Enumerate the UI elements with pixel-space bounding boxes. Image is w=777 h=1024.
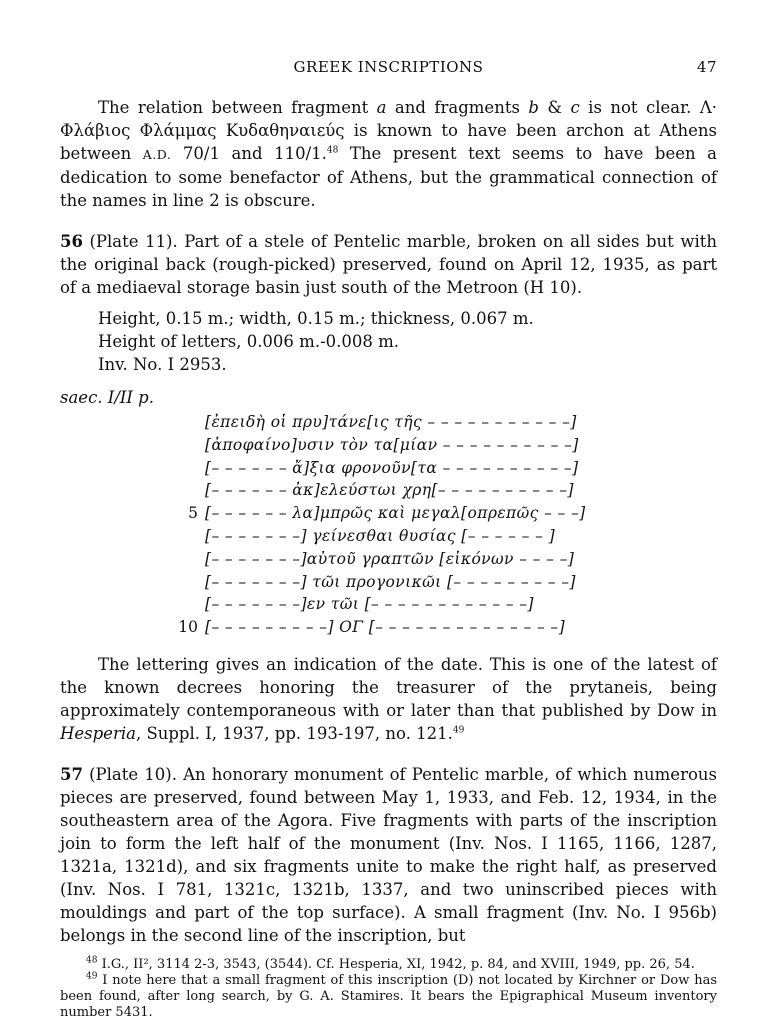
footnote-ref[interactable]: 49 (452, 725, 465, 736)
intro-paragraph: The relation between fragment a and fragments b & c is not clear. Λ· Φλάβιος Φλάμμας Κυδαθηναιεύς is known to have been archon at Athens between A.D. 70/1 and 110/1.48 The present text seems to have been a dedication to some benefactor of Athens, but the grammatical connection of the names in line 2 is obscure. (60, 98, 718, 210)
page (60, 58, 717, 1021)
running-header (60, 58, 717, 84)
entry-56-paragraph: 56 (Plate 11). Part of a stele of Pentelic marble, broken on all sides but with the original back (rough-picked) preserved, found on April 12, 1935, as part of a mediaeval storage basin just south of the Metroon (H 10). (60, 232, 717, 297)
date-label: saec. I/II p. (60, 388, 154, 407)
inscription-line: [– – – – – – –]εν τῶι [– – – – – – – – – – – –] (205, 595, 534, 614)
inscription-line: [– – – – – – –] γείνεσθαι θυσίας [– – – – – – ] (205, 526, 556, 545)
inscription-line: [– – – – – – ἀκ]ελεύστωι χρη[– – – – – – – – – –] (205, 481, 574, 500)
dimension-line: Height of letters, 0.006 m.-0.008 m. (98, 332, 400, 351)
inscription-line: [ἀποφαίνο]υσιν τὸν τα[μίαν – – – – – – – – – –] (205, 435, 579, 454)
entry-number: 57 (60, 764, 83, 784)
inscription-line: [– – – – – – –]αὐτοῦ γραπτῶν [εἰκόνων – – – –] (205, 549, 575, 568)
running-title: GREEK INSCRIPTIONS (293, 58, 484, 76)
inscription-text (60, 411, 717, 639)
footnote: $^{48}$ I.G., II², 3114 2-3, 3543, (3544). Cf. Hesperia, XI, 1942, p. 84, and XVIII, 1949, pp. 26, 54. (86, 955, 695, 972)
footnote: $^{49}$ I note here that a small fragment of this inscription (D) not located by Kirchner or Dow has been found, after long search, by G. A. Stamires. It bears the Epigraphical Museum inventory number 5431. (60, 971, 717, 1020)
inscription-line: [– – – – – – –] τῶι προγονικῶι [– – – – – – – – –] (205, 572, 576, 591)
dimensions-block (98, 307, 717, 376)
footnote-ref[interactable]: 48 (326, 145, 339, 156)
date-paragraph: The lettering gives an indication of the date. This is one of the latest of the known decrees honoring the treasurer of the prytaneis, being approximately contemporaneous with or later than that published by Dow in Hesperia, Suppl. I, 1937, pp. 193-197, no. 121.49 (60, 654, 717, 743)
page-number: 47 (696, 58, 717, 76)
inscription-line: 10 [– – – – – – – – –] ΟΓ [– – – – – – – – – – – – – –] (178, 618, 566, 637)
footnotes (60, 957, 717, 1021)
dimension-line: Inv. No. I 2953. (98, 355, 227, 374)
entry-number: 56 (60, 232, 83, 251)
inscription-line: [ἐπειδὴ οἱ πρυ]τάνε[ις τῆς – – – – – – – – – – –] (205, 413, 577, 431)
inscription-line: [– – – – – – ἄ]ξια φρονοῦν[τα – – – – – – – – – –] (205, 458, 579, 477)
dimension-line: Height, 0.15 m.; width, 0.15 m.; thickness, 0.067 m. (98, 309, 534, 328)
inscription-line: 5 [– – – – – – λα]μπρῶς καὶ μεγαλ[οπρεπῶς – – –] (188, 504, 586, 523)
entry-57-paragraph: 57 (Plate 10). An honorary monument of Pentelic marble, of which numerous pieces are preserved, found between May 1, 1933, and Feb. 12, 1934, in the southeastern area of the Agora. Five fragments with parts of the inscription join to form the left half of the monument (Inv. Nos. I 1165, 1166, 1287, 1321a, 1321d), and six fragments unite to make the right half, as preserved (Inv. Nos. I 781, 1321c, 1321b, 1337, and two uninscribed pieces with mouldings and part of the top surface). A small fragment (Inv. No. I 956b) belongs in the second line of the inscription, but (60, 764, 717, 945)
